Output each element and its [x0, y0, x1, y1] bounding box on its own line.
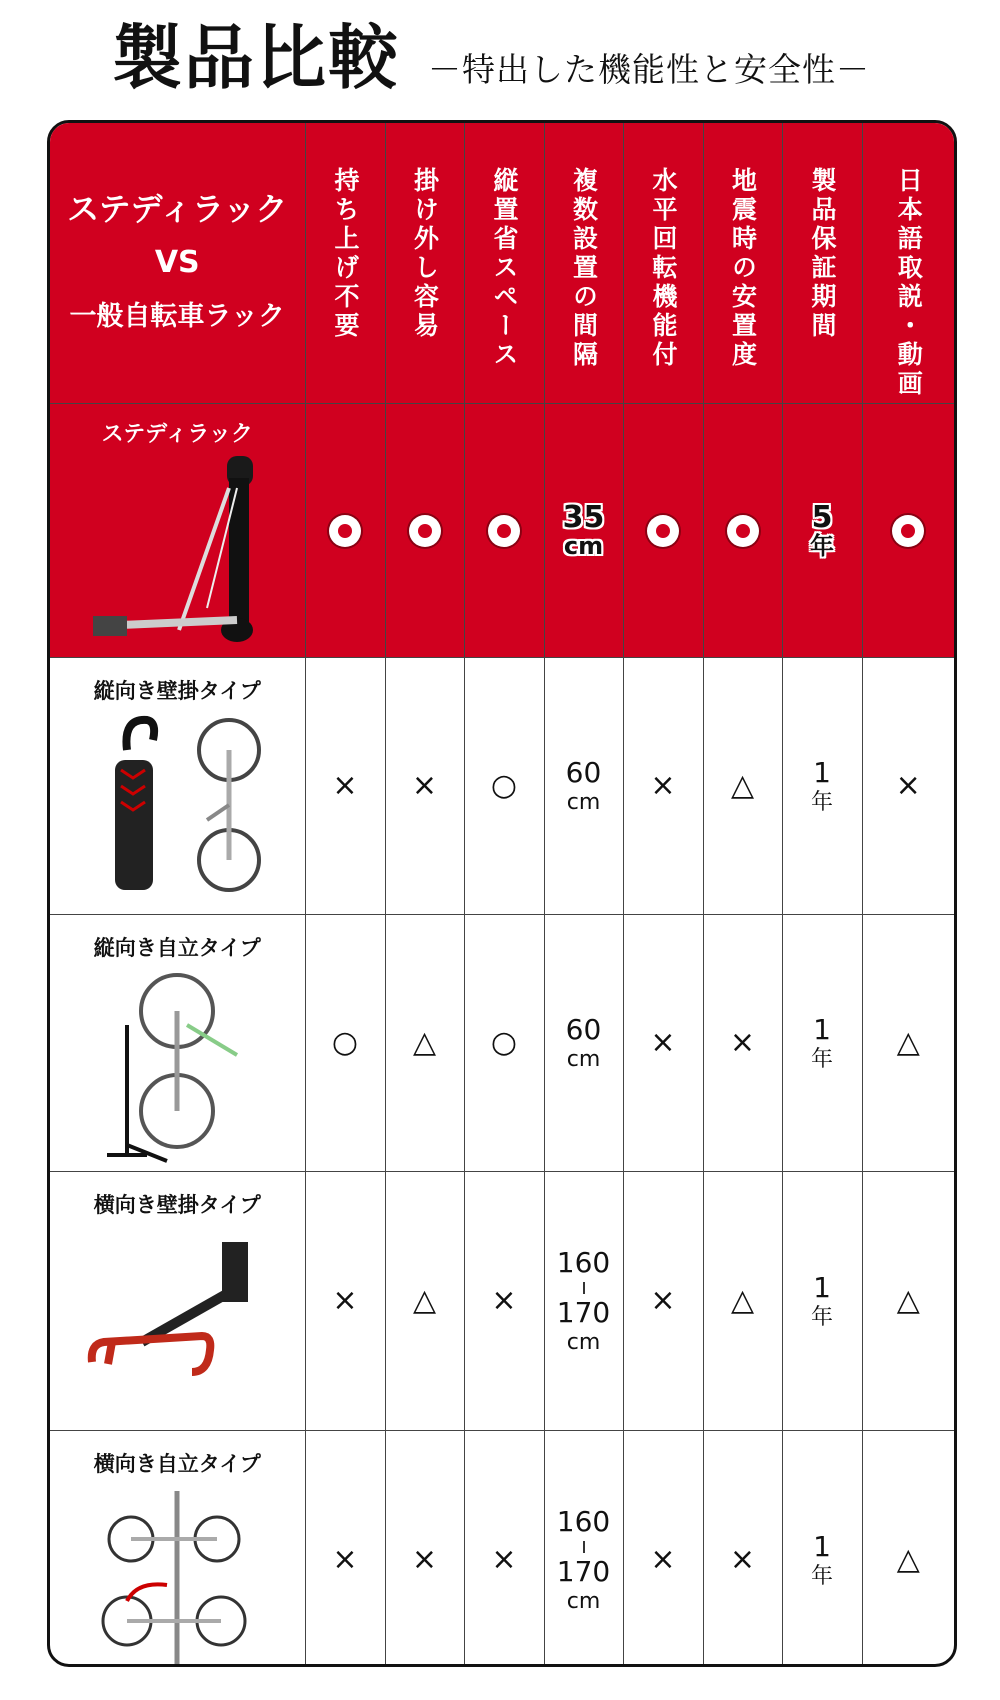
type-cell	[50, 1431, 305, 1668]
title-row	[0, 0, 1000, 112]
warranty-value	[783, 1530, 862, 1590]
value-symbol: △	[412, 1025, 437, 1060]
value-symbol: ○	[490, 768, 518, 803]
column-header-label: 複数設置の間隔	[569, 167, 599, 370]
header-row	[50, 123, 954, 404]
value-cell	[385, 1431, 464, 1668]
bullseye-icon	[488, 515, 520, 547]
bullseye-icon	[647, 515, 679, 547]
value-cell	[464, 1431, 544, 1668]
value-number: 160	[556, 1505, 611, 1538]
steady-rack-label: ステディラック	[101, 422, 253, 447]
bullseye-icon	[329, 515, 361, 547]
value-cell	[623, 915, 703, 1172]
value-number: 35	[562, 499, 605, 535]
page-title: 製品比較	[112, 17, 400, 99]
value-symbol: ×	[411, 1542, 438, 1577]
value-symbol: ×	[332, 1542, 358, 1577]
type-label: 横向き壁掛タイプ	[93, 1193, 261, 1217]
type-label: 縦向き自立タイプ	[93, 936, 261, 960]
steady-rack-row	[50, 404, 954, 658]
value-cell	[544, 1172, 623, 1431]
value-symbol: ×	[332, 1283, 358, 1318]
horizontal-stand-rack-image	[87, 1481, 267, 1667]
value-symbol: ○	[331, 1025, 359, 1060]
interval-value	[545, 1246, 623, 1356]
column-header	[305, 123, 385, 404]
column-header-label: 掛け外し容易	[410, 167, 440, 341]
value-cell	[782, 1172, 862, 1431]
value-unit: 年	[810, 1305, 833, 1330]
bullseye-icon	[409, 515, 441, 547]
comparison-table-frame	[47, 120, 957, 1667]
column-header	[385, 123, 464, 404]
value-unit: cm	[566, 1589, 601, 1614]
value-unit: 年	[810, 1564, 833, 1589]
value-cell	[623, 404, 703, 658]
comparison-table	[50, 123, 954, 1667]
type-cell	[50, 658, 305, 915]
value-cell	[623, 658, 703, 915]
value-symbol: △	[896, 1025, 920, 1060]
value-cell	[305, 915, 385, 1172]
value-cell	[305, 404, 385, 658]
column-header	[782, 123, 862, 404]
value-cell	[464, 658, 544, 915]
value-cell	[782, 658, 862, 915]
value-cell	[623, 1172, 703, 1431]
value-number: 60	[565, 756, 602, 789]
column-header	[464, 123, 544, 404]
corner-vs: VS	[154, 245, 200, 280]
value-cell	[544, 1431, 623, 1668]
warranty-value	[783, 756, 862, 816]
type-cell	[50, 915, 305, 1172]
value-symbol: ×	[729, 1542, 756, 1577]
value-unit: cm	[563, 531, 604, 560]
value-number: 170	[556, 1555, 611, 1588]
value-cell	[544, 658, 623, 915]
corner-line3: 一般自転車ラック	[69, 301, 285, 332]
value-cell	[782, 1431, 862, 1668]
column-header-label: 日本語取説・動画	[894, 167, 924, 399]
value-number: 1	[813, 756, 831, 789]
value-cell	[464, 1172, 544, 1431]
corner-cell	[50, 123, 305, 404]
value-unit: 年	[810, 531, 834, 560]
value-number: 1	[813, 1530, 831, 1563]
value-symbol: ×	[650, 768, 676, 803]
value-symbol: ×	[650, 1283, 676, 1318]
value-symbol: ×	[332, 768, 358, 803]
value-unit: cm	[566, 790, 601, 815]
warranty-value	[783, 1013, 862, 1073]
range-dash	[583, 1541, 585, 1553]
column-header-label: 地震時の安置度	[728, 167, 758, 370]
value-number: 5	[811, 499, 833, 535]
page-subtitle: －特出した機能性と安全性－	[428, 50, 870, 89]
vertical-wall-rack-image	[87, 710, 267, 900]
value-cell	[862, 915, 954, 1172]
column-header	[703, 123, 782, 404]
type-cell	[50, 1172, 305, 1431]
interval-value	[545, 756, 623, 816]
value-cell	[703, 915, 782, 1172]
value-number: 170	[556, 1296, 611, 1329]
value-cell	[703, 1172, 782, 1431]
table-row	[50, 915, 954, 1172]
value-number: 1	[813, 1271, 831, 1304]
value-cell	[305, 1431, 385, 1668]
value-cell	[782, 915, 862, 1172]
bullseye-icon	[727, 515, 759, 547]
value-cell	[385, 404, 464, 658]
value-cell	[862, 1172, 954, 1431]
value-cell	[623, 1431, 703, 1668]
value-symbol: ×	[491, 1542, 517, 1577]
corner-line1: ステディラック	[67, 190, 288, 228]
value-symbol: △	[896, 1283, 920, 1318]
bullseye-icon	[892, 515, 924, 547]
value-cell	[385, 915, 464, 1172]
value-cell	[544, 404, 623, 658]
value-symbol: △	[730, 1283, 755, 1318]
value-cell	[862, 404, 954, 658]
value-cell	[544, 915, 623, 1172]
vertical-stand-rack-image	[87, 965, 267, 1165]
column-header-label: 持ち上げ不要	[331, 167, 360, 341]
value-cell	[703, 404, 782, 658]
value-cell	[464, 915, 544, 1172]
value-cell	[703, 658, 782, 915]
value-cell	[305, 1172, 385, 1431]
horizontal-wall-rack-image	[82, 1232, 272, 1412]
steady-interval-value	[545, 499, 623, 560]
warranty-value	[783, 1271, 862, 1331]
value-number: 160	[556, 1246, 611, 1279]
steady-rack-image	[87, 448, 267, 648]
value-unit: cm	[566, 1330, 601, 1355]
steady-rack-cell	[50, 404, 305, 658]
value-number: 60	[565, 1013, 602, 1046]
value-cell	[862, 1431, 954, 1668]
column-header-label: 縦置省スペース	[490, 167, 519, 370]
value-unit: cm	[566, 1047, 601, 1072]
value-symbol: ×	[895, 768, 921, 803]
interval-value	[545, 1505, 623, 1615]
type-label: 縦向き壁掛タイプ	[93, 679, 261, 703]
table-row	[50, 1431, 954, 1668]
value-symbol: ×	[729, 1025, 756, 1060]
column-header-label: 水平回転機能付	[649, 167, 678, 370]
column-header	[623, 123, 703, 404]
column-header	[862, 123, 954, 404]
value-cell	[305, 658, 385, 915]
value-symbol: ×	[650, 1025, 676, 1060]
value-symbol: △	[730, 768, 755, 803]
range-dash	[583, 1282, 585, 1294]
value-number: 1	[813, 1013, 831, 1046]
value-cell	[703, 1431, 782, 1668]
column-header	[544, 123, 623, 404]
table-row	[50, 658, 954, 915]
value-cell	[782, 404, 862, 658]
type-label: 横向き自立タイプ	[93, 1452, 261, 1476]
value-symbol: △	[412, 1283, 437, 1318]
value-symbol: ×	[491, 1283, 517, 1318]
value-unit: 年	[810, 1047, 833, 1072]
value-cell	[464, 404, 544, 658]
value-symbol: △	[896, 1542, 920, 1577]
steady-warranty-value	[783, 499, 862, 560]
value-cell	[385, 658, 464, 915]
table-row	[50, 1172, 954, 1431]
value-cell	[862, 658, 954, 915]
value-symbol: ×	[411, 768, 438, 803]
value-cell	[385, 1172, 464, 1431]
value-unit: 年	[810, 790, 833, 815]
value-symbol: ○	[490, 1025, 518, 1060]
column-header-label: 製品保証期間	[808, 167, 837, 341]
value-symbol: ×	[650, 1542, 676, 1577]
interval-value	[545, 1013, 623, 1073]
